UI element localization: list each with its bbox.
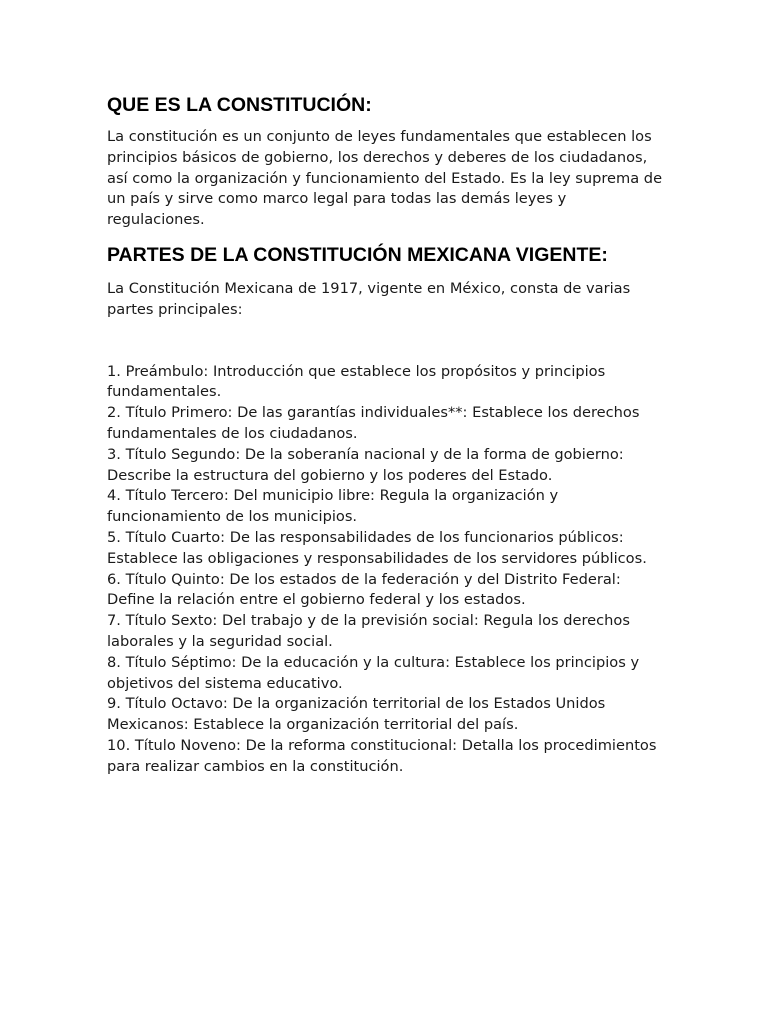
definition-paragraph: La constitución es un conjunto de leyes fundamentales que establecen los principios básicos de gobierno, los derechos y deberes de los ciudadanos, así como la organización y funcionamiento del Estado. Es la ley suprema de un país y sirve como marco legal para todas las demás leyes y regulaciones.: [107, 128, 663, 229]
partes-intro-paragraph: La Constitución Mexicana de 1917, vigente en México, consta de varias partes principales:: [107, 279, 631, 318]
list-item: 7. Título Sexto: Del trabajo y de la previsión social: Regula los derechos laborales y la seguridad social.: [107, 612, 630, 650]
list-item: 1. Preámbulo: Introducción que establece los propósitos y principios fundamentales.: [107, 362, 606, 401]
section-heading-que-es: QUE ES LA CONSTITUCIÓN:: [107, 94, 372, 116]
list-item: 10. Título Noveno: De la reforma constitucional: Detalla los procedimientos para realizar cambios en la constitución.: [107, 736, 657, 775]
list-item: 5. Título Cuarto: De las responsabilidades de los funcionarios públicos: Establece las obligaciones y responsabilidades de los servidores públicos.: [107, 528, 647, 567]
list-item: 6. Título Quinto: De los estados de la federación y del Distrito Federal: Define la relación entre el gobierno federal y los estados.: [107, 570, 621, 609]
list-item: 3. Título Segundo: De la soberanía nacional y de la forma de gobierno: Describe la estructura del gobierno y los poderes del Estado.: [107, 445, 624, 484]
list-item: 8. Título Séptimo: De la educación y la cultura: Establece los principios y objetivos del sistema educativo.: [107, 653, 640, 692]
list-item: 4. Título Tercero: Del municipio libre: Regula la organización y funcionamiento de los municipios.: [107, 487, 559, 526]
partes-list: [107, 362, 667, 778]
section-heading-partes: PARTES DE LA CONSTITUCIÓN MEXICANA VIGENTE:: [107, 243, 608, 266]
list-item: 9. Título Octavo: De la organización territorial de los Estados Unidos Mexicanos: Establece la organización territorial del país.: [107, 695, 606, 734]
document-page: [107, 93, 667, 778]
list-item: 2. Título Primero: De las garantías individuales**: Establece los derechos fundamentales de los ciudadanos.: [107, 404, 640, 442]
